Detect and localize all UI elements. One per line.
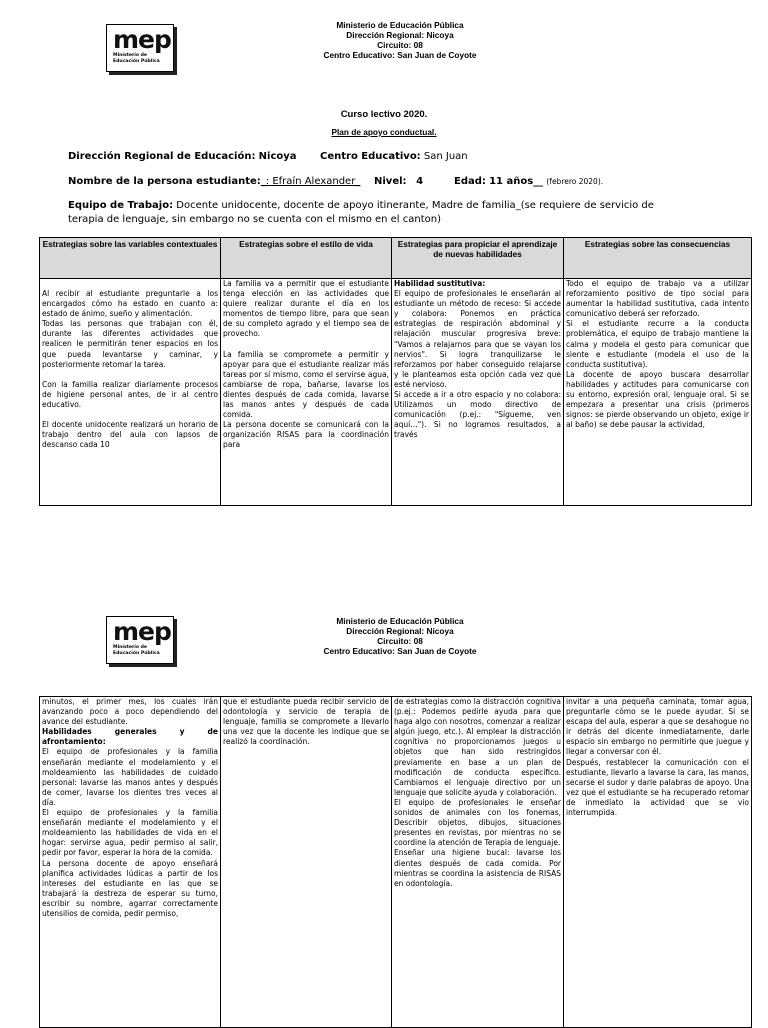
team-field: Equipo de Trabajo: Docente unidocente, docente de apoyo itinerante, Madre de familia_(se requiere de servicio de terapia de lenguaje, sin embargo no se cuenta con el mismo en el canton) — [68, 200, 654, 225]
header-school: Centro Educativo: San Juan de Coyote — [323, 50, 477, 60]
new-skills-cell: Habilidad sustitutiva: El equipo de profesionales le enseñarán al estudiante un método de receso: Si accede y colabora: Ponemos en práctica estrategias de respiración abdominal y relajación muscular progresiva breve: "Vamos a relajarnos para que se vayan los nervios". Si logra tranquilizarse le reforzamos por haber conseguido relajarse y le planteamos esta opción cada vez que esté nervioso. Si accede a ir a otro espacio y no colabora: Utilizamos un modo directivo de comunicación (p.ej.: "Sígueme, ven aquí…"). Si no logramos resultados, a través — [394, 279, 561, 440]
column-header: Estrategias sobre el estilo de vida — [221, 238, 392, 279]
school-field: Centro Educativo: San Juan — [320, 151, 468, 162]
logo-subtitle: Ministerio de Educación Pública — [113, 645, 160, 656]
header-region: Dirección Regional: Nicoya — [346, 30, 454, 40]
page-header — [230, 616, 570, 656]
lifestyle-cell: La familia va a permitir que el estudiante tenga elección en las actividades que quiere realizar durante el día en los momentos de tiempo libre, para que sean de su completo agrado y el tiempo sea de provecho. La familia se compromete a permitir y apoyar para que el estudiante realizar más tareas por sí mismo, como el servirse agua, cambiarse de ropa, bañarse, lavarse los dientes después de cada comida, lavarse las manos antes y después de cada comida. La persona docente se comunicará con la organización RISAS para la coordinación para — [223, 279, 389, 450]
column-header: Estrategias para propiciar el aprendizaje de nuevas habilidades — [392, 238, 564, 279]
logo-subtitle: Ministerio de Educación Pública — [113, 53, 160, 64]
contextual-cell: Al recibir al estudiante preguntarle a los encargados cómo ha estado en cuanto a: estado de ánimo, sueño y alimentación. Todas las personas que trabajan con él, durante las diferentes actividades que realicen le permitirán tener espacios en los que pueda levantarse y caminar, y posteriormente retomar la tarea. Con la familia realizar diariamente procesos de higiene personal antes, de ir al centro educativo. El docente unidocente realizará un horario de trabajo dentro del aula con lapsos de descanso cada 10 — [42, 289, 218, 450]
consequences-cell: invitar a una pequeña caminata, tomar agua, preguntarle cómo se le puede ayudar. Si se escapa del aula, esperar a que se desahogue no ir detrás del dicente inmediatamente, darle espacio sin embargo no permitirle que juegue y llegar a conversar con él. Después, restablecer la comunicación con el estudiante, llevarlo a lavarse la cara, las manos, secarse el sudor y darle palabras de apoyo. Una vez que el estudiante se ha recuperado retomar de inmediato la actividad que se vio interrumpida. — [566, 697, 749, 818]
column-header: Estrategias sobre las consecuencias — [564, 238, 752, 279]
logo-mark: mep — [113, 617, 171, 646]
mep-logo — [106, 24, 174, 72]
contextual-cell: minutos, el primer mes, los cuales irán avanzando poco a poco dependiendo del avance del estudiante. Habilidades generales y de afrontamiento: El equipo de profesionales y la familia enseñarán mediante el modelamiento y el moldeamiento las habilidades de cuidado personal: lavarse las manos antes y después de comer, lavarse los dientes tres veces al día. El equipo de profesionales y la familia enseñarán mediante el modelamiento y el moldeamiento las habilidades de vida en el hogar: servirse agua, pedir permiso al salir, pedir por favor, esperar la hora de la comida. La persona docente de apoyo enseñará planifica actividades lúdicas a partir de los intereses del estudiante en las que se trabajará la destreza de esperar su turno, escribir su nombre, agarrar correctamente utensilios de comida, pedir permiso, — [42, 697, 218, 918]
header-ministry: Ministerio de Educación Pública — [336, 616, 464, 626]
lifestyle-cell: que el estudiante pueda recibir servicio de odontología y servicio de terapia de lenguaje, familia se compromete a llevarlo una vez que la docente les indique que se realizó la coordinación. — [223, 697, 389, 747]
regional-direction-field: Dirección Regional de Educación: Nicoya — [68, 151, 297, 162]
mep-logo — [106, 616, 174, 664]
header-circuit: Circuito: 08 — [377, 636, 423, 646]
level-field: Nivel: 4 — [374, 176, 424, 187]
strategy-table-page1 — [39, 237, 752, 506]
school-year: Curso lectivo 2020. — [340, 109, 428, 120]
table-row — [40, 697, 752, 1028]
header-school: Centro Educativo: San Juan de Coyote — [323, 646, 477, 656]
strategy-table-page2 — [39, 696, 752, 1028]
header-ministry: Ministerio de Educación Pública — [336, 20, 464, 30]
header-circuit: Circuito: 08 — [377, 40, 423, 50]
header-region: Dirección Regional: Nicoya — [346, 626, 454, 636]
student-field: Nombre de la persona estudiante:_: Efraín Alexander_ — [68, 176, 361, 187]
table-row — [40, 279, 752, 506]
column-header: Estrategias sobre las variables contextuales — [40, 238, 221, 279]
age-field: Edad: 11 años__ (febrero 2020). — [454, 176, 604, 187]
logo-mark: mep — [113, 25, 171, 54]
new-skills-cell: de estrategias como la distracción cognitiva (p.ej.: Podemos pedirle ayuda para que haga algo con nosotros, comenzar a realizar algún juego, etc.). Al emplear la distracción cognitiva no proporcionamos juegos u objetos que han sido restringidos previamente en base a un plan de modificación de conducta específico. Cambiamos el lenguaje directivo por un lenguaje que solicite ayuda y colaboración. El equipo de profesionales le enseñar sonidos de animales con los fonemas, Describir objetos, dibujos, situaciones presentes en revistas, por mientras no se coordine la atención de Terapia de lenguaje. Enseñar una higiene bucal: lavarse los dientes después de cada comida. Por mientras se coordina la asistencia de RISAS en odontología. — [394, 697, 561, 888]
consequences-cell: Todo el equipo de trabajo va a utilizar reforzamiento positivo de tipo social para aumentar la habilidad sustitutiva, cada intento comunicativo deberá ser reforzado. Si el estudiante recurre a la conducta problemática, el equipo de trabajo mantiene la calma y modela el gesto para comunicar que siente e estudiante (modela el uso de la conducta sustitutiva). La docente de apoyo buscara desarrollar habilidades y actitudes para comunicarse con su entorno, expresión oral, lenguaje oral. Si se empezara a presentar una crisis (primeros signos: se pierde observando un objeto, exige ir al baño) se debe pausar la actividad, — [566, 279, 749, 430]
plan-title: Plan de apoyo conductual. — [331, 127, 437, 137]
table-header-row — [40, 238, 752, 279]
page-header — [230, 20, 570, 60]
